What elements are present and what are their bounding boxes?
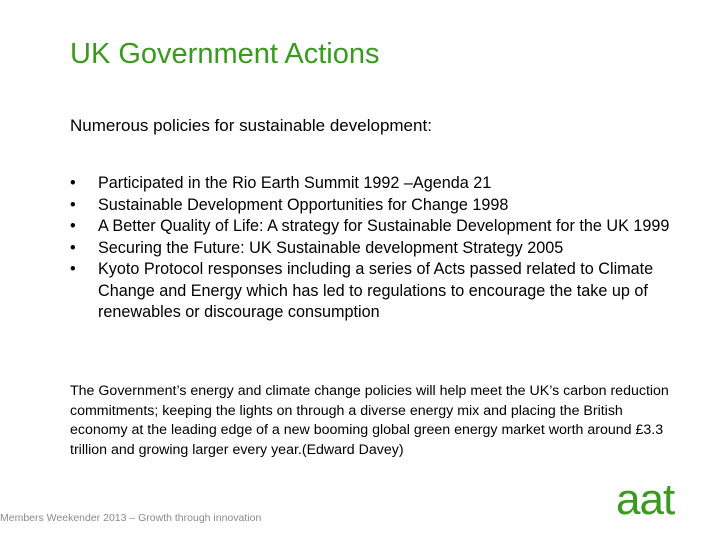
bullet-icon: • [70, 174, 76, 192]
intro-text: Numerous policies for sustainable development: [70, 116, 432, 135]
quote-paragraph: The Government’s energy and climate change policies will help meet the UK’s carbon reduction commitments; keeping the lights on through a diverse energy mix and placing the British economy at the leading edge of a new booming global green energy market worth around £3.3 trillion and growing larger every year.(Edward Davey) [70, 383, 669, 458]
list-item [70, 259, 670, 324]
bullet-icon: • [70, 217, 76, 235]
list-item [70, 216, 670, 238]
list-item-text: A Better Quality of Life: A strategy for Sustainable Development for the UK 1999 [98, 217, 670, 235]
aat-logo: aat [616, 475, 675, 524]
bullet-icon: • [70, 195, 76, 214]
list-item-text: Securing the Future: UK Sustainable development Strategy 2005 [98, 238, 564, 257]
bullet-icon: • [70, 238, 76, 257]
bullet-icon: • [70, 260, 76, 278]
list-item-text: Kyoto Protocol responses including a series of Acts passed related to Climate Change and Energy which has led to regulations to encourage the take up of renewables or discourage consumption [98, 260, 654, 321]
list-item-text: Sustainable Development Opportunities for Change 1998 [98, 195, 509, 214]
list-item-text: Participated in the Rio Earth Summit 1992 –Agenda 21 [98, 174, 492, 192]
list-item [70, 195, 670, 217]
footer-text: Members Weekender 2013 – Growth through innovation [0, 512, 262, 524]
list-item [70, 173, 670, 195]
policy-list [70, 173, 670, 324]
slide-title: UK Government Actions [70, 38, 380, 70]
list-item [70, 238, 670, 260]
